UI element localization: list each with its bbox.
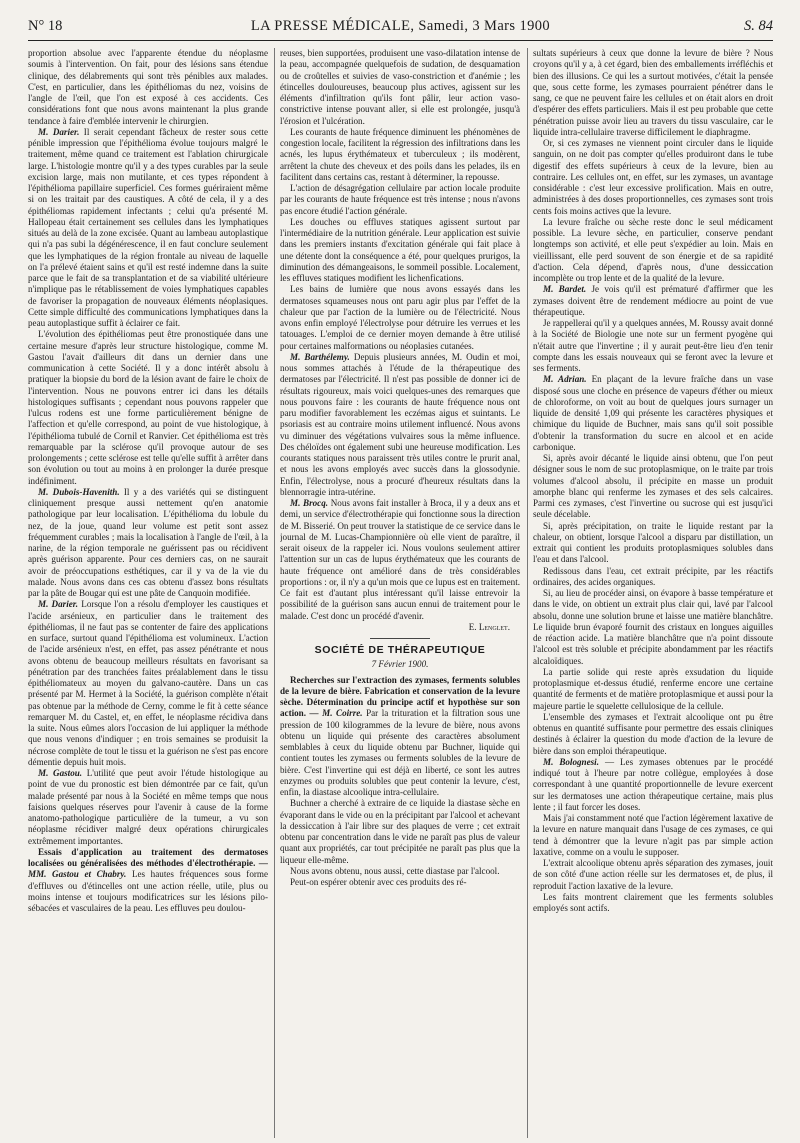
paragraph-text: Les hautes fréquences sous forme d'effluves ou d'étincelles ont une action réelle, utile, plus ou moins intense et toujours modificatrices sur les lésions pilo-sébacées et vasculaires de la peau. Les effluves peu doulou-	[28, 869, 268, 913]
paragraph	[280, 877, 520, 888]
paragraph	[533, 667, 773, 712]
paragraph-text: L'extrait alcoolique obtenu après séparation des zymases, jouit de son côté d'une action réelle sur les dermatoses et, de plus, il reproduit l'action laxative de la levure.	[533, 858, 773, 891]
paragraph	[533, 217, 773, 285]
paragraph	[28, 329, 268, 487]
communication-title: Recherches sur l'extraction des zymases, ferments solubles de la levure de bière. Fabrication et conservation de la levure sèche. Détermination du principe actif et hypothèse sur son action.	[280, 674, 520, 719]
paragraph-text: Les bains de lumière que nous avons essayés dans les dermatoses squameuses nous ont paru agir plus par l'effet de la chaleur que par l'action de la lumière ou de l'électricité. Nous avons enfin employé l'électrolyse pour détruire les verrues et les tatouages. L'emploi de ce dernier moyen demande à être utilisé pour certaines malformations ou néoplasies cutanées.	[280, 284, 520, 351]
journal-title: LA PRESSE MÉDICALE, Samedi, 3 Mars 1900	[250, 18, 551, 34]
speaker-name: — MM. Gastou et Chabry.	[28, 858, 268, 880]
paragraph-text: Si, après avoir décanté le liquide ainsi obtenu, que l'on peut désigner sous le nom de suc protoplasmique, on le traite par trois volumes d'alcool absolu, il précipite en masse un produit amorphe blanc qui renferme les zymases et des sels calcaires. Parmi ces zymases, c'est l'invertine ou sucrose qui est jusqu'ici seule décelable.	[533, 453, 773, 520]
paragraph	[28, 768, 268, 847]
paragraph	[280, 675, 520, 799]
paragraph	[28, 847, 268, 915]
paragraph-text: La partie solide qui reste après exsudation du liquide protoplasmique et-dessus étudié, renferme encore une certaine quantité de ferments et de matière protoplasmique et aussi pour la majeure partie le squelette cellulosique de la cellule.	[533, 666, 773, 711]
paragraph	[280, 284, 520, 352]
column-divider	[274, 48, 275, 1138]
section-divider	[370, 638, 430, 639]
paragraph-text: Il y a des variétés qui se distinguent cliniquement presque aussi nettement qu'en anatomie pathologique par leur localisation. L'épithélioma du lobule du nez, de la joue, quand leur volume est petit sont assez fréquemment curables ; mais la localisation à l'angle de l'œil, à la narine, de la région temporale ne guérissent pas ou récidivent après guérison apparente. Pour ces derniers cas, on ne saurait avoir de préoccupations esthétiques, car il y va de la vie du malade. Nous avons dans ces cas obtenu d'assez bons résultats par la pâte de Bougar qui est une pâte de Canquoin modifiée.	[28, 486, 268, 598]
paragraph-text: proportion absolue avec l'apparente étendue du néoplasme soumis à l'intervention. On fait, pour des lésions sans étendue clinique, des délabrements qui sont très pénibles aux malades. C'est, en particulier, dans les épithéliomas du nez, voisins de l'angle de l'œil, que l'on est exposé à ces accidents. Ces considérations font que nous avons maintenant la plus grande tendance à faire d'emblée intervenir le chirurgien.	[28, 48, 268, 126]
paragraph-text: En plaçant de la levure fraîche dans un vase disposé sous une cloche en présence de vapeurs d'éther ou mieux de chloroforme, on voit au bout de quelques jours surnager un liquide de densité 1,09 qui présente les caractères physiques et chimique du liquide de Buchner, mais sans qu'il soit possible d'obtenir la transformation du sucre en alcool et en acide carbonique.	[533, 374, 773, 452]
column-divider	[527, 48, 528, 1138]
speaker-name: M. Adrian.	[543, 374, 587, 385]
speaker-name: M. Darier.	[38, 599, 79, 610]
paragraph	[533, 453, 773, 521]
article-columns	[28, 48, 773, 1138]
speaker-name: M. Bardet.	[543, 284, 587, 295]
paragraph-text: Les courants de haute fréquence diminuent les phénomènes de congestion locale, facilitent la régression des infiltrations dans les acnés, les lupus érythémateux et tuberculeux ; ils modèrent, arrêtent la chute des cheveux et des poils dans les pelades, ils en facilitent dans certains cas, restant à déterminer, la repousse.	[280, 126, 520, 182]
paragraph	[280, 352, 520, 498]
paragraph-text: Mais j'ai constamment noté que l'action légèrement laxative de la levure en nature manquait dans l'usage de ces zymases, ce qui tend à démontrer que la levure n'agit pas par simple action laxative, comme on a voulu le supposer.	[533, 813, 773, 857]
paragraph-text: L'évolution des épithéliomas peut être pronostiquée dans une certaine mesure d'après leur structure histologique, comme M. Gastou l'avait d'ailleurs dit dans un dernier dans une communication à cette Société. Il y a donc intérêt absolu à pratiquer la biopsie du bord de la lésion avant de faire le choix de l'intervention. Nous ne pouvons entrer ici dans les détails histologiques suffisants ; cependant nous pouvons rappeler que l'ulcus rodens est une forme particulièrement bénigne de l'affection et qu'elle correspond, au point de vue histologique, à l'épithélioma tubulé de Cornil et Ranvier. Cet épithélioma est très remarquable par la sclérose qu'il provoque autour de ses prolongements ; cette sclérose est telle qu'elle suffit à arrêter dans son évolution ou tout au moins à en prolonger la durée presque indéfiniment.	[28, 329, 268, 486]
paragraph	[533, 566, 773, 589]
paragraph-text: Si, au lieu de procéder ainsi, on évapore à basse température et dans le vide, on obtient un extrait plus clair qui, lavé par l'alcool absolu, donne une solution brune et laisse une matière blanchâtre. Le liquide brun évaporé fournit des cristaux en longues aiguilles de réaction acide. La matière blanchâtre que n'a point dissoute l'alcool est très soluble et précipite abondamment par les réactifs alcaloïdiques.	[533, 588, 773, 666]
speaker-name: M. Gastou.	[38, 768, 83, 778]
paragraph	[28, 599, 268, 768]
paragraph-text: Si, après précipitation, on traite le liquide restant par la chaleur, on obtient, lorsque l'alcool a disparu par distillation, un extrait qui contient les produits protoplasmiques solubles dans l'eau et dans l'alcool.	[533, 520, 773, 565]
section-date: 7 Février 1900.	[371, 659, 429, 670]
paragraph-text: reuses, bien supportées, produisent une vaso-dilatation intense de la peau, accompagnée quelquefois de sudation, de desquamation ou de croûtelles et suivies de vaso-constriction et d'anémie ; les étincelles douloureuses, beaucoup plus actives, agissent sur les éléments d'infiltration qu'ils font pâlir, leur action vaso-constrictive intense pouvant aller, si elle est prolongée, jusqu'à l'érosion et l'ulcération.	[280, 48, 520, 126]
issue-number: N° 18	[28, 18, 63, 34]
speaker-name: M. Darier.	[38, 126, 80, 137]
paragraph-text: Je rappellerai qu'il y a quelques années, M. Roussy avait donné à la Société de Biologie une note sur un ferment pyogène qui n'était autre que l'invertine ; il y aurait peut-être lieu d'en tenir compte dans les essais nouveaux qui se feront avec la levure et ses ferments.	[533, 318, 773, 373]
paragraph	[28, 487, 268, 600]
page-number: S. 84	[744, 18, 773, 34]
paragraph	[533, 588, 773, 667]
column-1	[28, 48, 268, 1138]
paragraph-text: Redissous dans l'eau, cet extrait précipite, par les réactifs ordinaires, des acides organiques.	[533, 565, 773, 587]
speaker-name: M. Bolognesi.	[543, 756, 599, 767]
paragraph	[533, 374, 773, 453]
paragraph-text: Les faits montrent clairement que les ferments solubles employés sont actifs.	[533, 891, 773, 913]
paragraph-text: Je vois qu'il est prématuré d'affirmer que les zymases doivent être de rendement médiocre au point de vue thérapeutique.	[533, 284, 773, 317]
column-3	[533, 48, 773, 1138]
paragraph	[280, 183, 520, 217]
paragraph-text: Or, si ces zymases ne viennent point circuler dans le liquide sanguin, on ne doit pas compter qu'elles produiront dans le tube digestif des effets supérieurs à ceux de la levure, bien au contraire. Les cellules ont, en effet, sur les zymases, un avantage considérable : c'est leur excessive prolification. Mais en outre, administrées à des doses proportionnelles, ces zymases sont trois cents fois moins actives que la levure.	[533, 138, 773, 216]
column-2	[280, 48, 520, 1138]
paragraph-text: L'ensemble des zymases et l'extrait alcoolique ont pu être obtenus en quantité suffisante pour permettre des essais cliniques destinés à éclairer la question du mode d'action de la levure de bière dans son emploi thérapeutique.	[533, 711, 773, 756]
section-title: SOCIÉTÉ DE THÉRAPEUTIQUE	[314, 644, 486, 656]
paragraph	[533, 813, 773, 858]
paragraph-text: Par la trituration et la filtration sous une pression de 100 kilogrammes de la levure de bière, nous avons obtenu un liquide qui présente des caractères absolument semblables à ceux du liquide obtenu par Buchner, liquide qui contient toutes les zymases ou ferments solubles de la levure de bière. C'est l'invertine qui est déjà en liberté, ce sont les autres enzymes ou produits solubles que peut contenir la levure, c'est, enfin, la diastase alcoolique intra-cellulaire.	[280, 708, 520, 797]
speaker-name: M. Dubois-Havenith.	[38, 486, 120, 497]
paragraph-text: Nous avons obtenu, nous aussi, cette diastase par l'alcool.	[290, 865, 500, 876]
paragraph	[533, 318, 773, 374]
paragraph-text: Buchner a cherché à extraire de ce liquide la diastase sèche en évaporant dans le vide ou en la précipitant par l'alcool et achevant la dessiccation à l'air libre sur des plaques de verre ; cet extrait obtenu par concentration dans le vide ne paraît pas plus de valeur quant aux propriétés, car tout précipitée ne paraît pas plus que la liqueur elle-même.	[280, 798, 520, 865]
paragraph	[533, 48, 773, 138]
paragraph-text: Nous avons fait installer à Broca, il y a deux ans et demi, un service d'électrothérapie qui fonctionne sous la direction de M. Bisserié. On peut trouver la statistique de ce service dans le journal de M. Lucas-Championnière où elle vient de paraître, il serait oiseux de la rappeler ici. Nous voulons seulement attirer l'attention sur un cas de lupus érythémateux que les courants de haute fréquence ont amélioré dans de très considérables proportions : or, il n'y a qu'un mois que ce lupus est en traitement. Ce fait est d'autant plus intéressant qu'il laisse entrevoir la possibilité de la guérison sans aucun ennui de traitement pour le malade. C'est donc un procédé d'avenir.	[280, 498, 520, 621]
paragraph-text: Depuis plusieurs années, M. Oudin et moi, nous sommes attachés à l'étude de la thérapeutique des dermatoses par l'électricité. Il n'est pas possible de donner ici de résultats rigoureux, mais voici quelques-unes des remarques que nous pouvons faire : les courants de haute fréquence nous ont paru modifier favorablement les eczémas aigus et suintants. Le psoriasis est au contraire moins utilement influencé. Nous avons vu diminuer des végétations vulvaires sous la même influence. Des chéloïdes ont également subi une heureuse modification. Les courants statiques nous paraissent très utiles contre le prurit anal, et nous les avons employés avec succès dans la glossodynie. Enfin, l'électrolyse, nous a procuré d'heureux résultats dans la blennorragie intra-utérine.	[280, 351, 520, 497]
paragraph-text: La levure fraîche ou sèche reste donc le seul médicament possible. La levure sèche, en particulier, conserve pendant longtemps son activité, et elle peut s'expédier au loin. Mais en vieillissant, elle perd souvent de son énergie et de sa rapidité d'action. Cela dépend, d'après nous, d'une dessiccation incomplète ou trop lente et de la qualité de la levure.	[533, 216, 773, 283]
communication-title: Essais d'application au traitement des dermatoses localisées ou généralisées des méthodes d'électrothérapie.	[28, 846, 268, 868]
paragraph	[280, 866, 520, 877]
paragraph	[28, 48, 268, 127]
paragraph	[533, 521, 773, 566]
paragraph	[280, 798, 520, 866]
paragraph	[533, 892, 773, 915]
paragraph	[280, 217, 520, 285]
paragraph-text: Peut-on espérer obtenir avec ces produits des ré-	[290, 877, 467, 887]
paragraph-text: Lorsque l'on a résolu d'employer les caustiques et l'acide arsénieux, en particulier dans le traitement des épithéliomas, il ne faut pas se contenter de faire des applications en surface, surtout quand l'épithélioma est volumineux. L'action de l'acide arsénieux n'est, en effet, pas assez pénétrante et nous avons obtenu de beaucoup meilleurs résultats en favorisant sa pénétration par des tranchées faites préalablement dans le tissu épithéliomateux au moyen du galvano-cautère. Dans un cas présenté par M. Hermet à la Société, la guérison complète n'était pas obtenue par la méthode de Cerny, comme le fit à cette séance remarquer M. du Castel, et, en effet, le néoplasme récidiva dans la suite. Nous eûmes alors l'occasion de lui appliquer la méthode que nous venons d'indiquer ; en trois semaines se produisit la nécrose complète de tout le tissu et la guérison ne s'est pas encore démentie depuis huit mois.	[28, 599, 268, 767]
author-signature: E. Lenglet.	[468, 621, 510, 632]
paragraph-text: Les douches ou effluves statiques agissent surtout par l'intermédiaire de la nutrition générale. Leur application est suivie dans les premiers instants d'excitation générale qui fait place à une détente dont la conséquence a été, pour quelques prurigos, la diminution des démangeaisons, le sommeil possible. Localement, les effluves statiques modifient les lichenfications.	[280, 216, 520, 283]
speaker-name: M. Brocq.	[290, 498, 329, 508]
paragraph	[533, 284, 773, 318]
paragraph	[533, 858, 773, 892]
speaker-name: M. Barthélemy.	[290, 351, 350, 362]
page-header	[28, 14, 773, 41]
paragraph	[533, 138, 773, 217]
paragraph-text: — Les zymases obtenues par le procédé indiqué tout à l'heure par notre collègue, employées à dose correspondant à une quantité proportionnelle de levure exercent sur les dermatoses une action thérapeutique certaine, mais plus lente ; il faut forcer les doses.	[533, 756, 773, 812]
paragraph-text: Il serait cependant fâcheux de rester sous cette pénible impression que l'épithélioma évolue toujours malgré le traitement, même quand ce traitement est l'ablation chirurgicale large. L'histologie montre qu'il y a des types curables par la seule excision large, mais non mutilante, et ces types répondent à l'épithélioma papillaire superficiel. Ces formes guériraient même si on les traitait par des caustiques. A côté de cela, il y a des épithéliomas rapidement infectants ; celui qu'a présenté M. Hallopeau était certainement ses cellules dans les lymphatiques situés au delà de la zone excisée. Quant au lambeau autoplastique qui n'a pas subi la dégénérescence, il en faut conclure seulement que les lymphatiques de la région frontale au niveau de laquelle on l'a prélevé étaient sains et qu'il est resté indemne dans la suite parce que le fait de sa transplantation et de sa viabilité ultérieure n'implique pas le rétablissement de voies lymphatiques capables de favoriser la propagation de nouveaux éléments néoplasiques. Cette simple difficulté des communications lymphatiques dans la peau autoplastique suffit à éclairer ce fait.	[28, 126, 268, 328]
paragraph	[28, 127, 268, 330]
paragraph	[533, 757, 773, 813]
paragraph	[280, 48, 520, 127]
paragraph-text: sultats supérieurs à ceux que donne la levure de bière ? Nous croyons qu'il y a, à cet égard, bien des emballements irréfléchis et bien des illusions. Ce qui les a surtout motivées, c'était la pensée que, sous cette forme, les zymases pourraient pénétrer dans le sang, ce que ne peuvent faire les cellules et on était alors en droit d'espérer des effets particuliers. Mais il est peu probable que cette pénétration puisse avoir lieu au travers du tissu vasculaire, car le liquide intra-cellulaire traverse difficilement le diaphragme.	[533, 48, 773, 137]
paragraph	[533, 712, 773, 757]
paragraph-text: L'utilité que peut avoir l'étude histologique au point de vue du pronostic est bien démontrée par ce fait, qu'un malade présenté par nous à la Société en même temps que nous faisions quelques réserves pour l'avenir à cause de la forme anatomo-pathologique particulière de la tumeur, a vu son néoplasme récidiver malgré deux opérations chirurgicales extrêmement importantes.	[28, 768, 268, 846]
speaker-name: — M. Coirre.	[306, 708, 363, 719]
paragraph	[280, 127, 520, 183]
paragraph-text: L'action de désagrégation cellulaire par action locale produite par les courants de haute fréquence est très intense ; nous n'avons pas encore étudié l'action générale.	[280, 183, 520, 216]
paragraph	[280, 498, 520, 622]
